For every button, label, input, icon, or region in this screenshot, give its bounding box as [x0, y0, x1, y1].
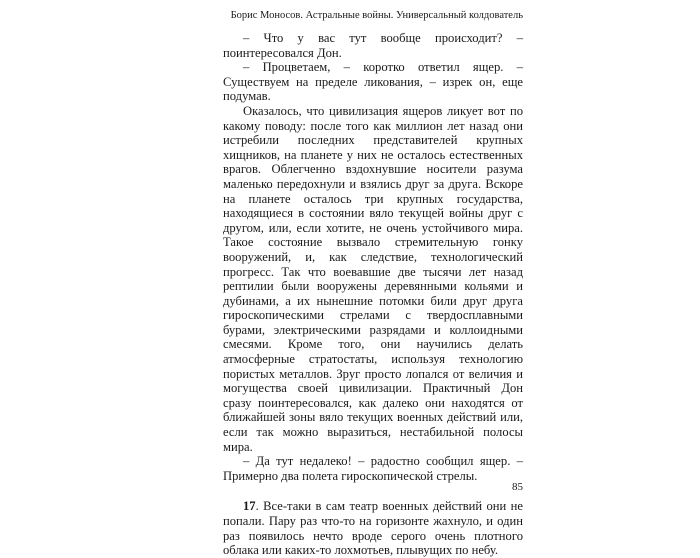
paragraph-dialogue-question: – Что у вас тут вообще происходит? – поинтересовался Дон.	[223, 31, 523, 60]
paragraph-narration: Оказалось, что цивилизация ящеров ликует вот по какому поводу: после того как миллион лет назад они истребили последних представителей крупных хищников, на планете у них не осталось естественных врагов. Облегченно вздохнувшие носители разума маленько передохнули и взялись друг за друга. Вскоре на планете осталось три крупных государства, находящиеся в состоянии вяло текущей войны друг с другом, или, если хотите, не очень устойчивого мира. Такое состояние вызвало стремительную гонку вооружений, и, как следствие, технологический прогресс. Так что воевавшие две тысячи лет назад рептилии были вооружены деревянными кольями и дубинами, а их нынешние потомки били друг друга гироскопическими стрелами с твердосплавными бурами, электрическими разрядами и коллоидными смесями. Кроме того, они научились делать атмосферные стратостаты, используя технологию пористых металлов. Зруг просто лопался от величия и могущества своей цивилизации. Практичный Дон сразу поинтересовался, как далеко они находятся от ближайшей зоны вяло текущих военных действий или, если так можно выразиться, нестабильной полосы мира.	[223, 103, 523, 454]
paragraph-dialogue-distance: – Да тут недалеко! – радостно сообщил ящер. – Примерно два полета гироскопической стрелы.	[223, 454, 523, 483]
running-header: Борис Моносов. Астральные войны. Универсальный колдователь	[230, 10, 523, 21]
section-text: . Все-таки в сам театр военных действий они не попали. Пару раз что-то на горизонте жахнуло, и один раз появилось нечто вроде серого очень плотного облака или каких-то лохмотьев, плывущих по небу.	[223, 499, 523, 558]
paragraph-dialogue-answer: – Процветаем, – коротко ответил ящер. – Существуем на пределе ликования, – изрек он, еще подумав.	[223, 60, 523, 104]
section-paragraph	[223, 499, 523, 557]
page-number: 85	[512, 481, 523, 493]
section-number: 17	[243, 499, 256, 514]
body-text	[223, 31, 523, 558]
